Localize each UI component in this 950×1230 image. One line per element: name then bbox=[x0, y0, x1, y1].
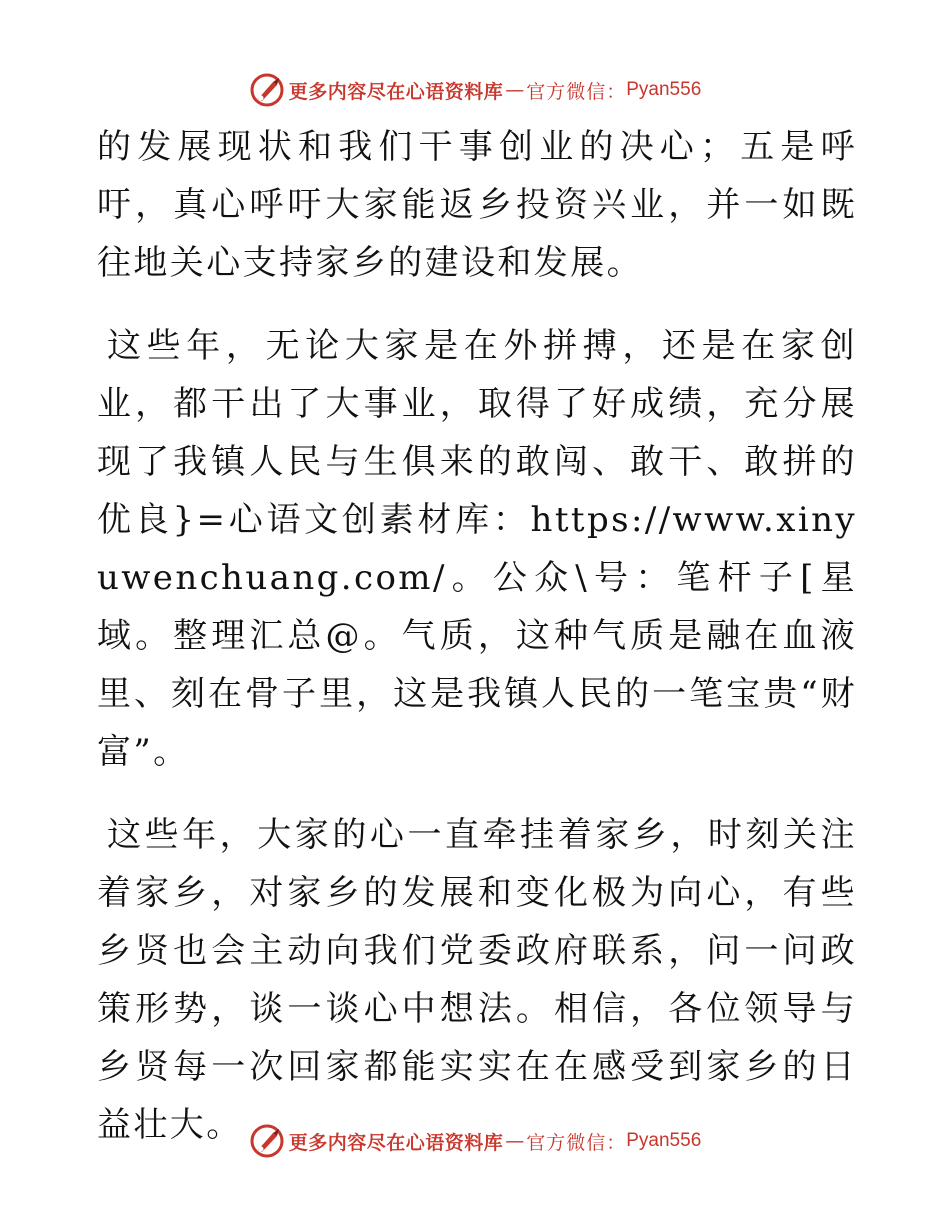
banner-wechat-label: 官方微信： bbox=[526, 1131, 627, 1154]
banner-wechat-id: Pyan556 bbox=[626, 79, 702, 100]
footer-banner bbox=[0, 1121, 950, 1161]
document-body bbox=[97, 118, 857, 1179]
quill-pen-logo-icon bbox=[249, 1123, 285, 1159]
banner-main-text: 更多内容尽在心语资料库 bbox=[288, 1131, 504, 1154]
banner-wechat-id: Pyan556 bbox=[626, 1130, 702, 1151]
quill-pen-logo-icon bbox=[249, 72, 285, 108]
paragraph-2: 这些年，无论大家是在外拼搏，还是在家创业，都干出了大事业，取得了好成绩，充分展现了我镇人民与生俱来的敢闯、敢干、敢拼的优良}=心语文创素材库：https://www.xinyuwenchuang.com/。公众\号：笔杆子[星域。整理汇总@。气质，这种气质是融在血液里、刻在骨子里，这是我镇人民的一笔宝贵“财富”。 bbox=[97, 326, 857, 772]
paragraph-1: 的发展现状和我们干事创业的决心；五是呼吁，真心呼吁大家能返乡投资兴业，并一如既往地关心支持家乡的建设和发展。 bbox=[97, 127, 857, 283]
banner-dash: — bbox=[505, 79, 525, 101]
banner-dash: — bbox=[505, 1130, 525, 1152]
banner-wechat-label: 官方微信： bbox=[526, 80, 627, 103]
banner-main-text: 更多内容尽在心语资料库 bbox=[288, 80, 504, 103]
header-banner bbox=[0, 70, 950, 110]
paragraph-3: 这些年，大家的心一直牵挂着家乡，时刻关注着家乡，对家乡的发展和变化极为向心，有些乡贤也会主动向我们党委政府联系，问一问政策形势，谈一谈心中想法。相信，各位领导与乡贤每一次回家都能实实在在感受到家乡的日益壮大。 bbox=[97, 815, 857, 1145]
